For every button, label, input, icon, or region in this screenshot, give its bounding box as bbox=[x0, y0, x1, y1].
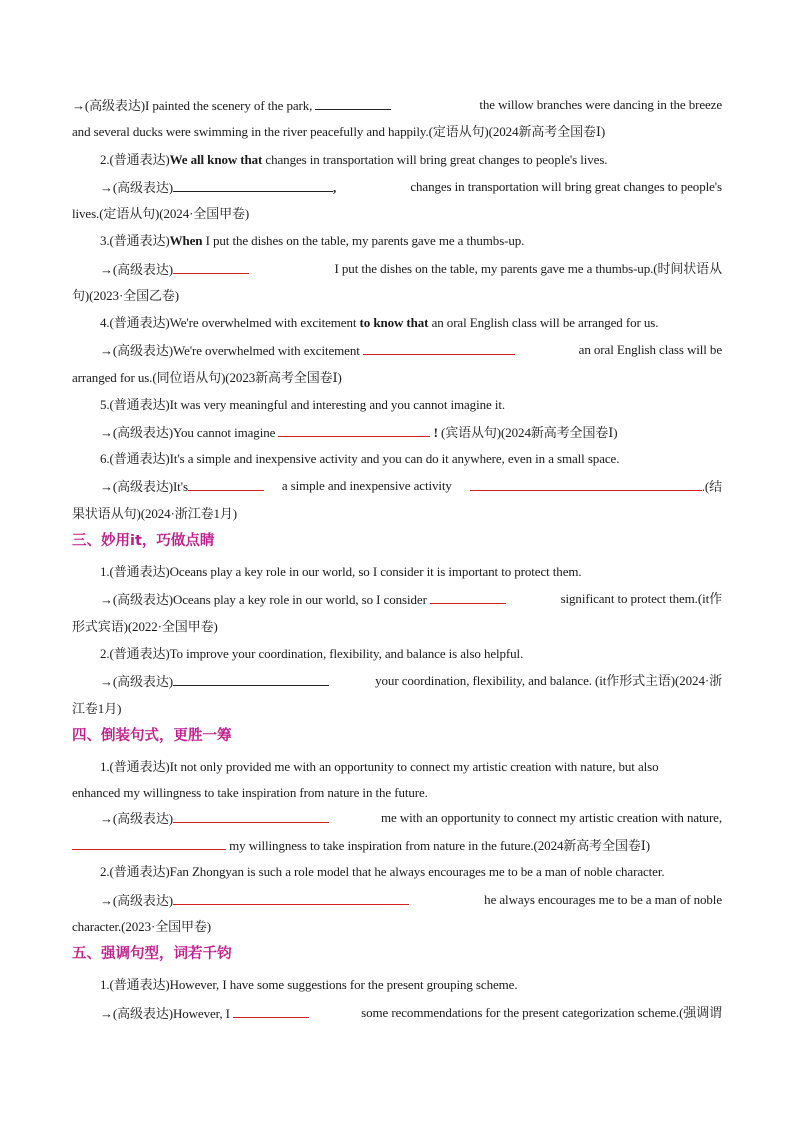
answer-blank[interactable] bbox=[188, 478, 264, 491]
answer-line bbox=[100, 892, 722, 909]
text: 4.(普通表达)We're overwhelmed with excitement bbox=[100, 315, 360, 330]
text: 2.(普通表达) bbox=[100, 152, 170, 167]
text: some recommendations for the present categorization scheme.(强调谓 bbox=[361, 1005, 722, 1020]
answer-line: →(高级表达) , changes in transportation will bring great changes to people's bbox=[100, 179, 722, 195]
bold-text: We all know that bbox=[169, 152, 263, 167]
answer-blank[interactable] bbox=[315, 97, 391, 110]
answer-blank[interactable] bbox=[173, 892, 409, 905]
question-line: 2.(普通表达)To improve your coordination, flexibility, and balance is also helpful. bbox=[100, 646, 524, 661]
text: a simple and inexpensive activity bbox=[281, 478, 452, 493]
question-line: 1.(普通表达)It not only provided me with an opportunity to connect my artistic creation with nature, but also bbox=[100, 759, 659, 774]
text-line: and several ducks were swimming in the river peacefully and happily.(定语从句)(2024新高考全国卷Ⅰ) bbox=[72, 124, 606, 139]
answer-line: →(高级表达)You cannot imagine ! (宾语从句)(2024新高考全国卷Ⅰ) bbox=[100, 425, 618, 440]
question-line: 5.(普通表达)It was very meaningful and interesting and you cannot imagine it. bbox=[100, 397, 505, 412]
text-line: character.(2023·全国甲卷) bbox=[72, 919, 212, 934]
question-line: 2.(普通表达)Fan Zhongyan is such a role model that he always encourages me to be a man of noble character. bbox=[100, 864, 665, 879]
text: I put the dishes on the table, my parents gave me a thumbs-up. bbox=[202, 233, 525, 248]
section-heading: 四、倒装句式，更胜一筹 bbox=[72, 728, 232, 744]
text: →(高级表达) bbox=[100, 893, 173, 908]
text: my willingness to take inspiration from nature in the future.(2024新高考全国卷Ⅰ) bbox=[229, 838, 651, 853]
text: he always encourages me to be a man of noble bbox=[484, 892, 722, 907]
text: →(高级表达) bbox=[100, 811, 173, 826]
question-line: 6.(普通表达)It's a simple and inexpensive activity and you can do it anywhere, even in a small space. bbox=[100, 451, 620, 466]
text: 3.(普通表达) bbox=[100, 233, 170, 248]
answer-line bbox=[100, 1005, 722, 1022]
text: →(高级表达)You cannot imagine bbox=[100, 425, 276, 440]
question-line bbox=[100, 315, 722, 331]
text: me with an opportunity to connect my artistic creation with nature, bbox=[381, 810, 722, 825]
section-heading: 三、妙用it，巧做点睛 bbox=[72, 533, 215, 549]
text-line: 果状语从句)(2024·浙江卷1月) bbox=[72, 506, 238, 521]
bold-text: When bbox=[169, 233, 203, 248]
answer-blank[interactable] bbox=[278, 424, 430, 437]
answer-line bbox=[100, 673, 722, 690]
text: →(高级表达)I painted the scenery of the park, bbox=[72, 98, 313, 113]
answer-line bbox=[100, 478, 722, 495]
text: significant to protect them.(it作 bbox=[560, 591, 722, 606]
answer-blank[interactable] bbox=[173, 261, 249, 274]
question-line: 1.(普通表达)However, I have some suggestions for the present grouping scheme. bbox=[100, 977, 518, 992]
answer-blank[interactable] bbox=[72, 837, 226, 850]
answer-line bbox=[100, 591, 722, 608]
text: I put the dishes on the table, my parents gave me a thumbs-up.(时间状语从 bbox=[334, 261, 722, 276]
text: an oral English class will be arranged for us. bbox=[428, 315, 659, 330]
text-line: enhanced my willingness to take inspiration from nature in the future. bbox=[72, 785, 428, 800]
text-line: arranged for us.(同位语从句)(2023新高考全国卷Ⅰ) bbox=[72, 370, 342, 385]
text: changes in transportation will bring great changes to people's lives. bbox=[262, 152, 608, 167]
text: the willow branches were dancing in the breeze bbox=[479, 97, 722, 112]
answer-blank[interactable] bbox=[470, 478, 702, 491]
text: →(高级表达)We're overwhelmed with excitement bbox=[100, 343, 360, 358]
answer-blank[interactable] bbox=[173, 673, 329, 686]
text: (宾语从句)(2024新高考全国卷Ⅰ) bbox=[440, 425, 618, 440]
section-heading: 五、强调句型，词若千钧 bbox=[72, 946, 232, 962]
answer-line bbox=[100, 342, 722, 359]
text: →(高级表达) bbox=[100, 180, 173, 195]
text: →(高级表达)Oceans play a key role in our world, so I consider bbox=[100, 592, 427, 607]
answer-line bbox=[100, 810, 722, 827]
bold-text: to know that bbox=[359, 315, 429, 330]
answer-blank[interactable] bbox=[363, 342, 515, 355]
text-line: lives.(定语从句)(2024·全国甲卷) bbox=[72, 206, 250, 221]
answer-blank[interactable] bbox=[173, 810, 329, 823]
answer-line bbox=[72, 97, 722, 114]
text: an oral English class will be bbox=[578, 342, 722, 357]
text-line: 江卷1月) bbox=[72, 701, 122, 716]
answer-line bbox=[72, 837, 722, 854]
text: →(高级表达) bbox=[100, 674, 173, 689]
answer-blank[interactable] bbox=[233, 1005, 309, 1018]
answer-blank[interactable] bbox=[430, 591, 506, 604]
text-line: 形式宾语)(2022·全国甲卷) bbox=[72, 619, 218, 634]
question-line bbox=[100, 233, 722, 249]
answer-blank[interactable] bbox=[173, 179, 333, 192]
text: changes in transportation will bring great changes to people's bbox=[410, 179, 722, 194]
text: .(结 bbox=[701, 479, 722, 494]
question-line: 1.(普通表达)Oceans play a key role in our world, so I consider it is important to protect them. bbox=[100, 564, 582, 579]
text-line: 句)(2023·全国乙卷) bbox=[72, 288, 180, 303]
text: →(高级表达)However, I bbox=[100, 1006, 230, 1021]
question-line bbox=[100, 152, 722, 168]
text: →(高级表达)It's bbox=[100, 479, 188, 494]
text: your coordination, flexibility, and balance. (it作形式主语)(2024·浙 bbox=[375, 673, 722, 688]
text: →(高级表达) bbox=[100, 262, 173, 277]
answer-line bbox=[100, 261, 722, 278]
